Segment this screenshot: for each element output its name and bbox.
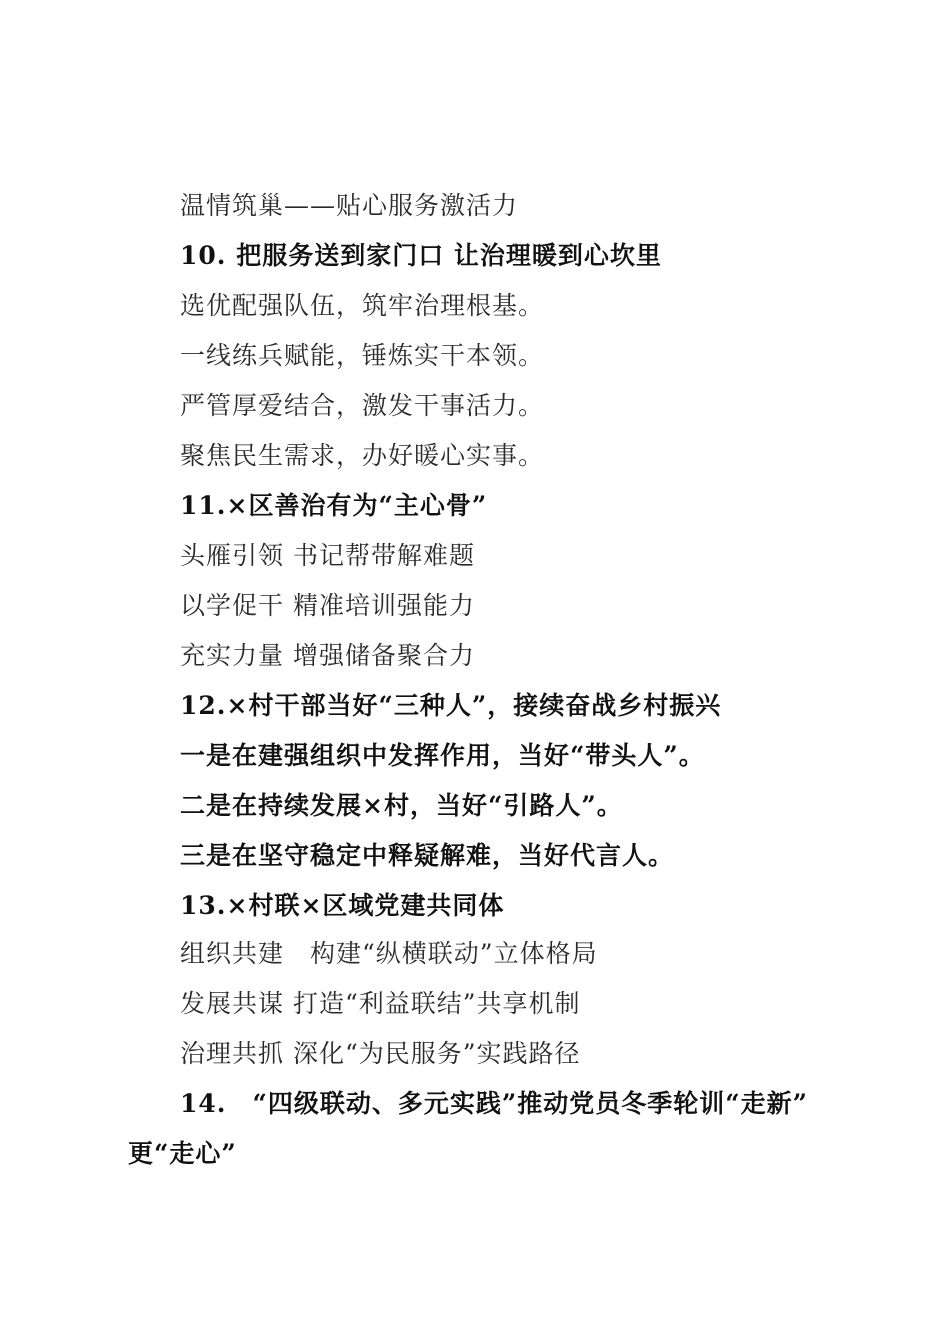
item-13-point-1: 组织共建 构建“纵横联动”立体格局: [180, 939, 598, 968]
item-heading-12: 12.×村干部当好“三种人”，接续奋战乡村振兴: [180, 691, 722, 720]
section-subtitle: 温情筑巢——贴心服务激活力: [180, 191, 519, 220]
item-11-point-1: 头雁引领 书记帮带解难题: [180, 541, 475, 570]
item-11-point-2: 以学促干 精准培训强能力: [180, 591, 475, 620]
item-13-point-3: 治理共抓 深化“为民服务”实践路径: [180, 1039, 581, 1068]
item-heading-13: 13.×村联×区域党建共同体: [180, 891, 505, 920]
item-12-point-1: 一是在建强组织中发挥作用，当好“带头人”。: [180, 741, 705, 770]
item-10-point-4: 聚焦民生需求，办好暖心实事。: [180, 441, 545, 470]
item-10-point-1: 选优配强队伍，筑牢治理根基。: [180, 291, 545, 320]
item-13-point-2: 发展共谋 打造“利益联结”共享机制: [180, 989, 581, 1018]
item-12-point-2: 二是在持续发展×村，当好“引路人”。: [180, 791, 623, 820]
item-heading-14-continued: 更“走心”: [128, 1139, 237, 1168]
item-heading-14: 14. “四级联动、多元实践”推动党员冬季轮训“走新”: [180, 1089, 809, 1118]
item-heading-10: 10. 把服务送到家门口 让治理暖到心坎里: [180, 241, 662, 270]
item-10-point-2: 一线练兵赋能，锤炼实干本领。: [180, 341, 545, 370]
item-12-point-3: 三是在坚守稳定中释疑解难，当好代言人。: [180, 841, 675, 870]
item-11-point-3: 充实力量 增强储备聚合力: [180, 641, 475, 670]
item-10-point-3: 严管厚爱结合，激发干事活力。: [180, 391, 545, 420]
item-heading-11: 11.×区善治有为“主心骨”: [180, 491, 488, 520]
